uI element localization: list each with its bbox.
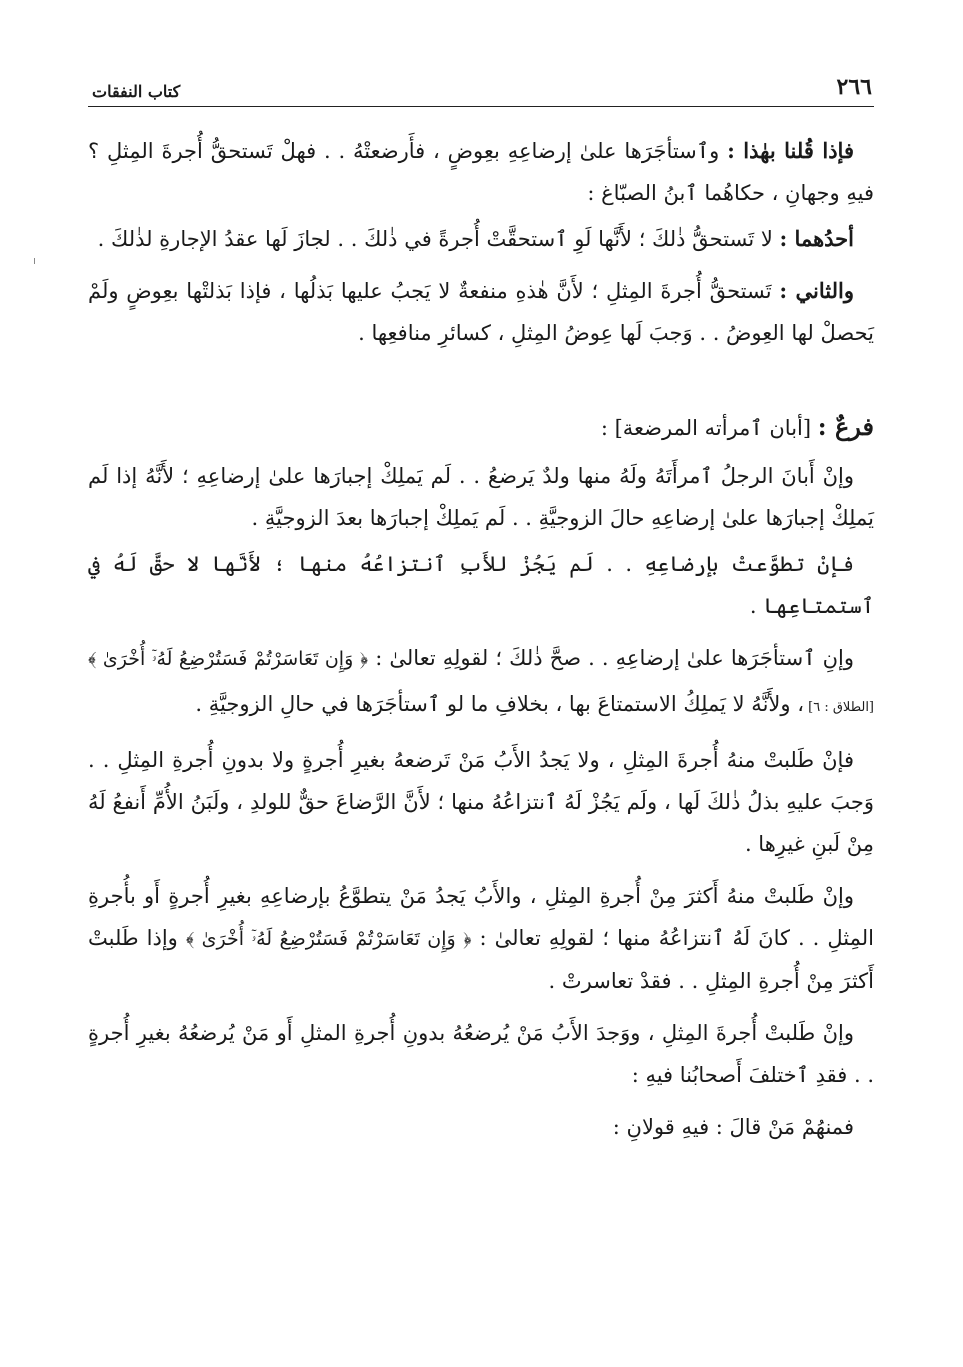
paragraph-text: وإذا طَلبتْ أَكثرَ مِنْ أُجرةِ المِثلِ . . فقدْ تعاسرتْ . [88,926,874,993]
paragraph [88,637,874,729]
verse-reference: [الطلاق : ٦] [804,700,874,715]
page-header [88,60,874,107]
paragraph-text: ، ولأَنَّهُ لا يَملِكُ الاستمتاعَ بها ، بخلافِ ما لو ٱستأجَرَها في حالِ الزوجيَّةِ . [195,692,804,716]
quran-verse: ﴿ وَإِن تَعَاسَرْتُمْ فَسَتُرْضِعُ لَهُۥٓ أُخْرَىٰ ﴾ [88,648,369,670]
paragraph-text: فإنْ طَلبتْ منهُ أُجرةَ المِثلِ ، ولا يَجدُ الأَبُ مَنْ تَرضعهُ بغيرِ أُجرةٍ ولا بدونِ أُجرةِ المِثلِ . . وَجبَ عليهِ بذلُ ذٰلكَ لَها ، ولَم يَجُزْ لَهُ ٱنتزاعُهُ منها ؛ لأَنَّ الرَّضاعَ حقٌّ للولدِ ، ولَبَنُ الأُمِّ أَنفعُ لَهُ مِنْ لَبنِ غيرِها . [88,748,874,856]
paragraph-text: لا تَستحقُّ ذٰلكَ ؛ لأَنَّها لَوِ ٱستحقَّتْ أُجرةً في ذٰلكَ . . لجازَ لَها عقدُ الإجارةِ لذٰلكَ . [97,227,780,251]
paragraph-lead: فإذا قُلنا بهٰذا : [727,138,854,163]
page-number: ٢٦٦ [836,74,872,100]
paragraph-text: وٱستأجَرَها علىٰ إرضاعِهِ بعِوضٍ ، فأَرضعتْهُ . . فهلْ تَستحقُّ أُجرةَ المِثلِ ؟ فيهِ وجهانِ ، حكاهُما ٱبنُ الصبّاغ : [88,139,874,205]
paragraph [88,270,874,354]
section-heading [88,406,874,449]
paragraph-text: وإنْ أَبانَ الرجلُ ٱمرأَتَهُ ولَهُ منها ولدٌ يَرضعُ . . لَم يَملِكْ إجبارَها علىٰ إرضاعِهِ ؛ لأَنَّهُ إذا لَم يَملِكْ إجبارَها علىٰ إرضاعِهِ حالَ الزوجيَّةِ . . لَم يَملِكْ إجبارَها بعدَ الزوجيَّةِ . [88,464,874,530]
paragraph [88,130,874,214]
paragraph-text: فمنهُمْ مَنْ قالَ : فيهِ قولانِ : [612,1115,854,1139]
paragraph [88,1012,874,1096]
page-body [88,130,874,1158]
paragraph-text: وإنِ ٱستأجَرَها علىٰ إرضاعِهِ . . صحَّ ذٰلكَ ؛ لقولِهِ تعالىٰ : [368,646,854,670]
paragraph-lead: أحدُهما : [779,226,854,251]
paragraph [88,218,874,260]
paragraph [88,875,874,1002]
page [88,60,874,1350]
paragraph-lead: والثاني : [779,278,854,303]
quran-verse: ﴿ وَإِن تَعَاسَرْتُمْ فَسَتُرْضِعُ لَهُۥٓ أُخْرَىٰ ﴾ [185,928,472,950]
running-title: كتاب النفقات [92,82,181,101]
paragraph-text: تَستحقُّ أُجرةَ المِثلِ ؛ لأَنَّ هٰذهِ منفعةٌ لا يَجبُ عليها بَذلُها ، فإذا بَذلتْها بعِوضٍ ولَمْ يَحصلْ لها العِوضُ . . وَجبَ لَها عِوضُ المِثلِ ، كسائرِ منافعِها . [88,279,874,345]
paragraph [88,455,874,539]
paragraph [88,543,874,627]
paragraph [88,739,874,865]
section-title: [أبان ٱمرأته المرضعة] : [600,416,818,440]
paragraph-text: فإنْ تطوَّعتْ بإرضاعِهِ . . لَم يَجُزْ للأَبِ ٱنتزاعُهُ منها ؛ لأَنَّها لا حقَّ لَهُ في ٱستمتاعِها . [88,552,874,618]
paragraph [88,1106,874,1148]
section-label: فرعٌ : [817,412,874,441]
paragraph-text: وإنْ طَلبتْ أُجرةَ المِثلِ ، ووَجدَ الأَبُ مَنْ يُرضعُهُ بدونِ أُجرةِ المثلِ أَو مَنْ يُرضعُهُ بغيرِ أُجرةٍ . . فقدِ ٱختلفَ أَصحابُنا فيهِ : [88,1021,874,1087]
margin-mark [34,258,35,264]
paragraph-text: وإنْ طَلبتْ منهُ أَكثرَ مِنْ أُجرةِ المِثلِ ، والأَبُ يَجدُ مَنْ يتطوَّعُ بإرضاعِهِ بغيرِ أُجرةٍ أَو بأُجرةِ المِثلِ . . كانَ لَهُ ٱنتزاعُهُ منها ؛ لقولِهِ تعالىٰ : [88,884,874,950]
